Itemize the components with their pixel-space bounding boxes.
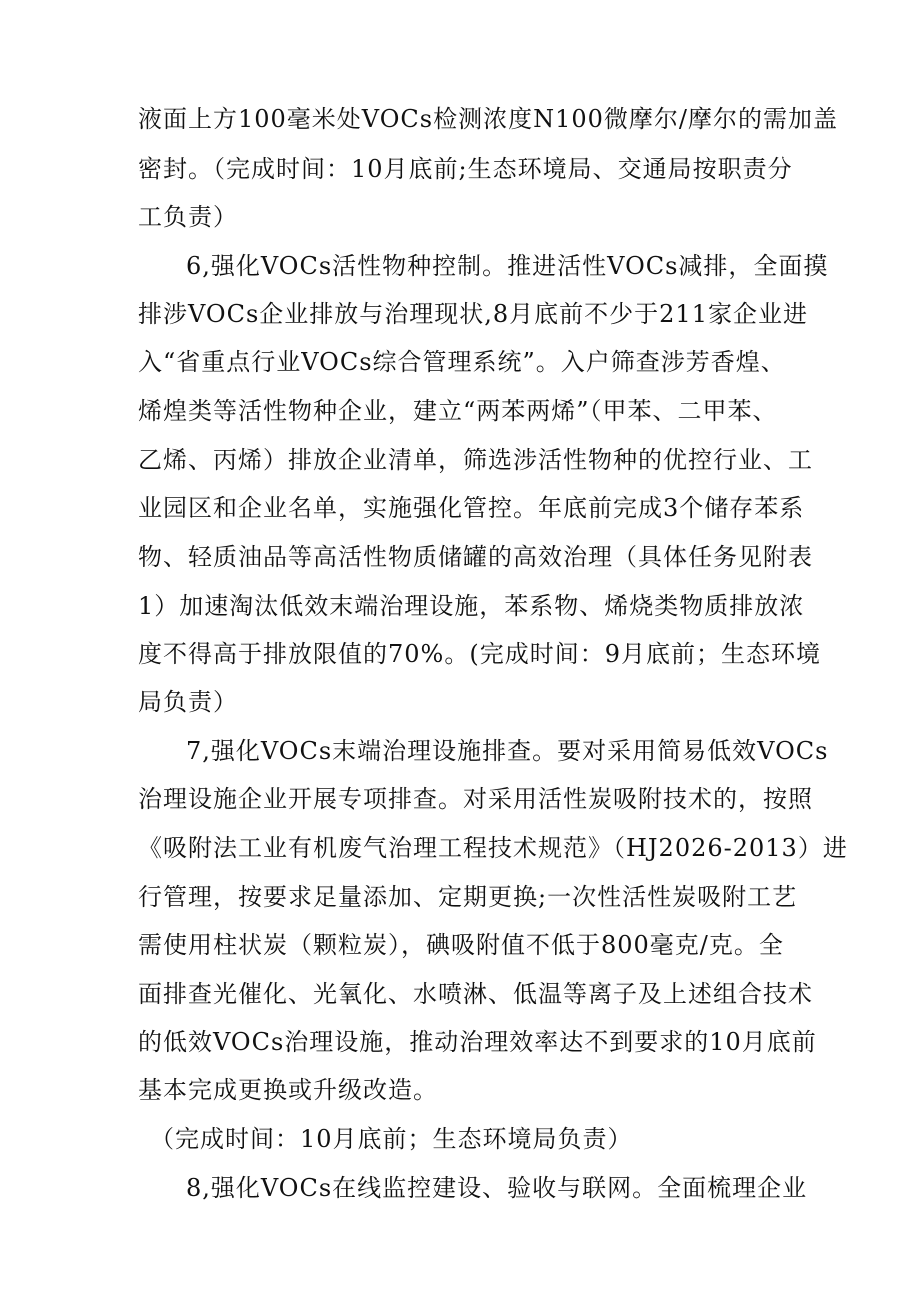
text-line: 密封。（完成时间：10月底前;生态环境局、交通局按职责分 <box>138 155 793 183</box>
text-line: 排涉VOCs企业排放与治理现状,8月底前不少于211家企业进 <box>138 300 808 328</box>
text-line: 需使用柱状炭（颗粒炭），碘吸附值不低于800毫克/克。全 <box>138 931 784 959</box>
text-line: 物、轻质油品等高活性物质储罐的高效治理（具体任务见附表 <box>138 543 813 571</box>
text-line: 面排查光催化、光氧化、水喷淋、低温等离子及上述组合技术 <box>138 980 813 1008</box>
paragraph-8-first-line: 8,强化VOCs在线监控建设、验收与联网。全面梳理企业 <box>186 1174 808 1202</box>
text-line: 乙烯、丙烯）排放企业清单，筛选涉活性物种的优控行业、工 <box>138 446 813 474</box>
text-line: 工负责） <box>138 203 238 231</box>
text-line: 治理设施企业开展专项排查。对采用活性炭吸附技术的，按照 <box>138 785 813 813</box>
text-line: 1）加速淘汰低效末端治理设施，苯系物、烯烧类物质排放浓 <box>138 592 805 620</box>
text-line: 业园区和企业名单，实施强化管控。年底前完成3个储存苯系 <box>138 494 805 522</box>
text-line: 行管理，按要求足量添加、定期更换;一次性活性炭吸附工艺 <box>138 883 798 911</box>
text-line: 的低效VOCs治理设施，推动治理效率达不到要求的10月底前 <box>138 1028 817 1056</box>
text-line: 入“省重点行业VOCs综合管理系统”。入户筛查涉芳香煌、 <box>138 348 786 376</box>
paragraph-7-first-line: 7,强化VOCs末端治理设施排查。要对采用简易低效VOCs <box>186 737 829 765</box>
text-line: 液面上方100毫米处VOCs检测浓度N100微摩尔/摩尔的需加盖 <box>138 105 838 133</box>
paragraph-6-first-line: 6,强化VOCs活性物种控制。推进活性VOCs减排，全面摸 <box>186 252 829 280</box>
text-line: 度不得高于排放限值的70%。(完成时间：9月底前；生态环境 <box>138 640 821 668</box>
text-line: 《吸附法工业有机废气治理工程技术规范》（HJ2026-2013）进 <box>138 834 848 862</box>
completion-note-line: （完成时间：10月底前；生态环境局负责） <box>150 1125 633 1153</box>
text-line: 烯煌类等活性物种企业，建立“两苯两烯”（甲苯、二甲苯、 <box>138 397 778 425</box>
text-line: 基本完成更换或升级改造。 <box>138 1076 438 1104</box>
text-line: 局负责） <box>138 688 238 716</box>
